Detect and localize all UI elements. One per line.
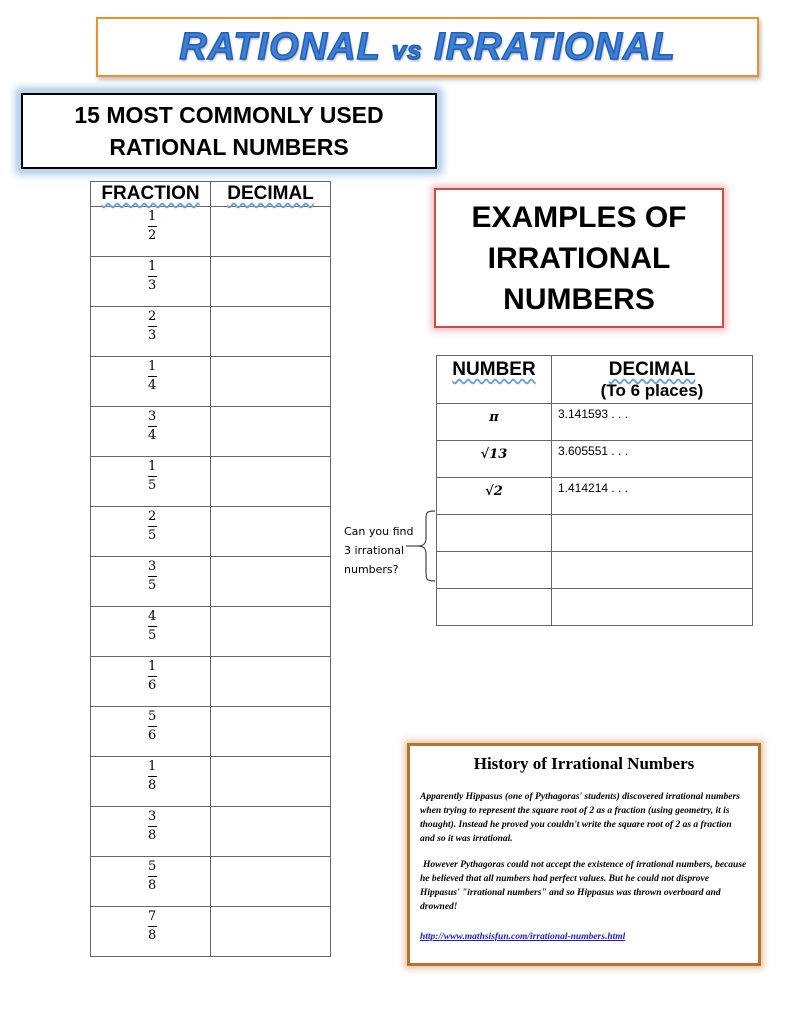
table-row xyxy=(91,357,331,407)
blank-decimal-cell xyxy=(552,515,753,552)
fraction-bar xyxy=(148,376,157,377)
denominator: 3 xyxy=(148,278,157,293)
fraction-cell xyxy=(91,757,211,807)
title-banner xyxy=(96,17,759,77)
table-row xyxy=(437,441,753,478)
fraction-bar xyxy=(148,926,157,927)
numerator: 2 xyxy=(148,309,157,324)
table-row xyxy=(91,307,331,357)
fraction-bar xyxy=(148,426,157,427)
table-row xyxy=(437,478,753,515)
denominator: 5 xyxy=(148,528,157,543)
header-decimal-6 xyxy=(552,356,753,404)
fraction xyxy=(147,759,157,794)
title-vs: vs xyxy=(391,34,423,65)
decimal-answer-cell xyxy=(211,257,331,307)
fraction xyxy=(147,259,157,294)
fraction-bar xyxy=(148,726,157,727)
fraction xyxy=(147,509,157,544)
fraction-bar xyxy=(148,826,157,827)
note-line2: 3 irrational xyxy=(344,544,405,557)
numerator: 3 xyxy=(148,409,157,424)
fraction xyxy=(147,309,157,344)
fraction-bar xyxy=(148,276,157,277)
rational-numbers-table xyxy=(90,181,331,957)
decimal-answer-cell xyxy=(211,807,331,857)
header-number xyxy=(437,356,552,404)
curly-brace-icon xyxy=(402,510,438,582)
decimal-value: 3.605551 . . . xyxy=(558,444,629,458)
numerator: 1 xyxy=(148,359,157,374)
decimal-answer-cell xyxy=(211,657,331,707)
radicand: 2 xyxy=(493,484,503,499)
decimal-cell xyxy=(552,404,753,441)
table-row xyxy=(91,857,331,907)
fraction-bar xyxy=(148,476,157,477)
decimal-value: 3.141593 . . . xyxy=(558,407,629,421)
irrational-heading-box xyxy=(434,188,724,328)
numerator: 1 xyxy=(148,759,157,774)
fraction-bar xyxy=(148,776,157,777)
decimal-answer-cell xyxy=(211,607,331,657)
fraction xyxy=(147,209,157,244)
fraction-cell xyxy=(91,807,211,857)
numerator: 1 xyxy=(148,259,157,274)
table-row xyxy=(91,557,331,607)
rational-heading-box xyxy=(21,93,437,169)
denominator: 5 xyxy=(148,628,157,643)
fraction-cell xyxy=(91,707,211,757)
blank-decimal-cell xyxy=(552,589,753,626)
blank-number-cell xyxy=(437,515,552,552)
denominator: 5 xyxy=(148,578,157,593)
fraction xyxy=(147,909,157,944)
decimal-cell xyxy=(552,441,753,478)
fraction-cell xyxy=(91,507,211,557)
denominator: 6 xyxy=(148,678,157,693)
decimal-cell xyxy=(552,478,753,515)
fraction xyxy=(147,859,157,894)
number-cell xyxy=(437,404,552,441)
decimal-answer-cell xyxy=(211,407,331,457)
table-row xyxy=(91,407,331,457)
numerator: 2 xyxy=(148,509,157,524)
decimal-answer-cell xyxy=(211,757,331,807)
numerator: 1 xyxy=(148,209,157,224)
fraction xyxy=(147,459,157,494)
history-paragraph-1: Apparently Hippasus (one of Pythagoras' students) discovered irrational numbers when trying to represent the square root of 2 as a fraction (using geometry, it is thought). Instead he proved you couldn't write the square root of 2 as a fraction and so it was irrational. xyxy=(420,792,740,844)
header-number-label: NUMBER xyxy=(452,359,536,380)
denominator: 6 xyxy=(148,728,157,743)
sqrt-2: √2 xyxy=(485,484,503,499)
numerator: 1 xyxy=(148,459,157,474)
fraction-cell xyxy=(91,657,211,707)
denominator: 8 xyxy=(148,878,157,893)
irrational-numbers-table xyxy=(436,355,753,626)
blank-number-cell xyxy=(437,589,552,626)
fraction-cell xyxy=(91,307,211,357)
decimal-answer-cell xyxy=(211,357,331,407)
decimal-answer-cell xyxy=(211,857,331,907)
fraction-bar xyxy=(148,876,157,877)
fraction-bar xyxy=(148,326,157,327)
decimal-answer-cell xyxy=(211,507,331,557)
fraction xyxy=(147,559,157,594)
rational-heading-line2: RATIONAL NUMBERS xyxy=(109,134,349,160)
table-row xyxy=(437,404,753,441)
table-row xyxy=(91,807,331,857)
fraction-bar xyxy=(148,576,157,577)
numerator: 4 xyxy=(148,609,157,624)
number-cell xyxy=(437,478,552,515)
history-title: History of Irrational Numbers xyxy=(473,754,695,773)
fraction-cell xyxy=(91,207,211,257)
blank-number-cell xyxy=(437,552,552,589)
number-cell xyxy=(437,441,552,478)
header-decimal-label: DECIMAL xyxy=(608,359,696,380)
denominator: 5 xyxy=(148,478,157,493)
table-row xyxy=(91,907,331,957)
fraction-cell xyxy=(91,457,211,507)
denominator: 4 xyxy=(148,428,157,443)
irrational-heading-line1: EXAMPLES OF xyxy=(471,200,687,234)
header-decimal-sub: (To 6 places) xyxy=(600,381,704,400)
title-part-rational: RATIONAL xyxy=(179,25,381,68)
decimal-answer-cell xyxy=(211,307,331,357)
header-fraction: FRACTION xyxy=(91,182,211,207)
numerator: 5 xyxy=(148,859,157,874)
note-line1: Can you find xyxy=(344,525,414,538)
header-decimal: DECIMAL xyxy=(211,182,331,207)
fraction-bar xyxy=(148,226,157,227)
history-source-link[interactable]: http://www.mathsisfun.com/irrational-numbers.html xyxy=(420,932,626,942)
rational-table-body xyxy=(91,207,331,957)
fraction-cell xyxy=(91,907,211,957)
fraction xyxy=(147,409,157,444)
radicand: 13 xyxy=(489,447,508,462)
fraction-cell xyxy=(91,607,211,657)
denominator: 3 xyxy=(148,328,157,343)
numerator: 3 xyxy=(148,559,157,574)
history-paragraph-2: However Pythagoras could not accept the existence of irrational numbers, because he believed that all numbers had perfect values. But he could not disprove Hippasus' "irrational numbers" and so Hippasus was thrown overboard and drowned! xyxy=(420,860,747,912)
table-header-row xyxy=(437,356,753,404)
denominator: 4 xyxy=(148,378,157,393)
sqrt-13: √13 xyxy=(480,447,508,462)
table-row xyxy=(91,657,331,707)
decimal-answer-cell xyxy=(211,457,331,507)
irrational-heading-line2: IRRATIONAL xyxy=(487,241,671,275)
decimal-answer-cell xyxy=(211,907,331,957)
numerator: 1 xyxy=(148,659,157,674)
pi-symbol: π xyxy=(489,410,499,425)
fraction xyxy=(147,709,157,744)
decimal-answer-cell xyxy=(211,707,331,757)
decimal-answer-cell xyxy=(211,207,331,257)
numerator: 7 xyxy=(148,909,157,924)
denominator: 8 xyxy=(148,828,157,843)
denominator: 8 xyxy=(148,928,157,943)
fraction-bar xyxy=(148,626,157,627)
table-row-blank xyxy=(437,589,753,626)
rational-heading-line1: 15 MOST COMMONLY USED xyxy=(74,102,384,128)
fraction xyxy=(147,809,157,844)
table-row-blank xyxy=(437,515,753,552)
fraction xyxy=(147,659,157,694)
table-row xyxy=(91,257,331,307)
numerator: 3 xyxy=(148,809,157,824)
table-row xyxy=(91,457,331,507)
fraction-cell xyxy=(91,357,211,407)
table-row xyxy=(91,707,331,757)
fraction-bar xyxy=(148,676,157,677)
fraction-cell xyxy=(91,557,211,607)
fraction-cell xyxy=(91,407,211,457)
irrational-heading-line3: NUMBERS xyxy=(503,282,655,316)
fraction-bar xyxy=(148,526,157,527)
decimal-answer-cell xyxy=(211,557,331,607)
page-title xyxy=(179,26,675,69)
note-line3: numbers? xyxy=(344,563,399,576)
fraction-cell xyxy=(91,857,211,907)
denominator: 8 xyxy=(148,778,157,793)
history-box xyxy=(407,743,761,966)
table-row xyxy=(91,757,331,807)
title-part-irrational: IRRATIONAL xyxy=(434,25,676,68)
table-header-row xyxy=(91,182,331,207)
numerator: 5 xyxy=(148,709,157,724)
table-row xyxy=(91,207,331,257)
table-row xyxy=(91,607,331,657)
fraction xyxy=(147,359,157,394)
blank-decimal-cell xyxy=(552,552,753,589)
table-row xyxy=(91,507,331,557)
table-row-blank xyxy=(437,552,753,589)
fraction-cell xyxy=(91,257,211,307)
fraction xyxy=(147,609,157,644)
decimal-value: 1.414214 . . . xyxy=(558,481,629,495)
denominator: 2 xyxy=(148,228,157,243)
